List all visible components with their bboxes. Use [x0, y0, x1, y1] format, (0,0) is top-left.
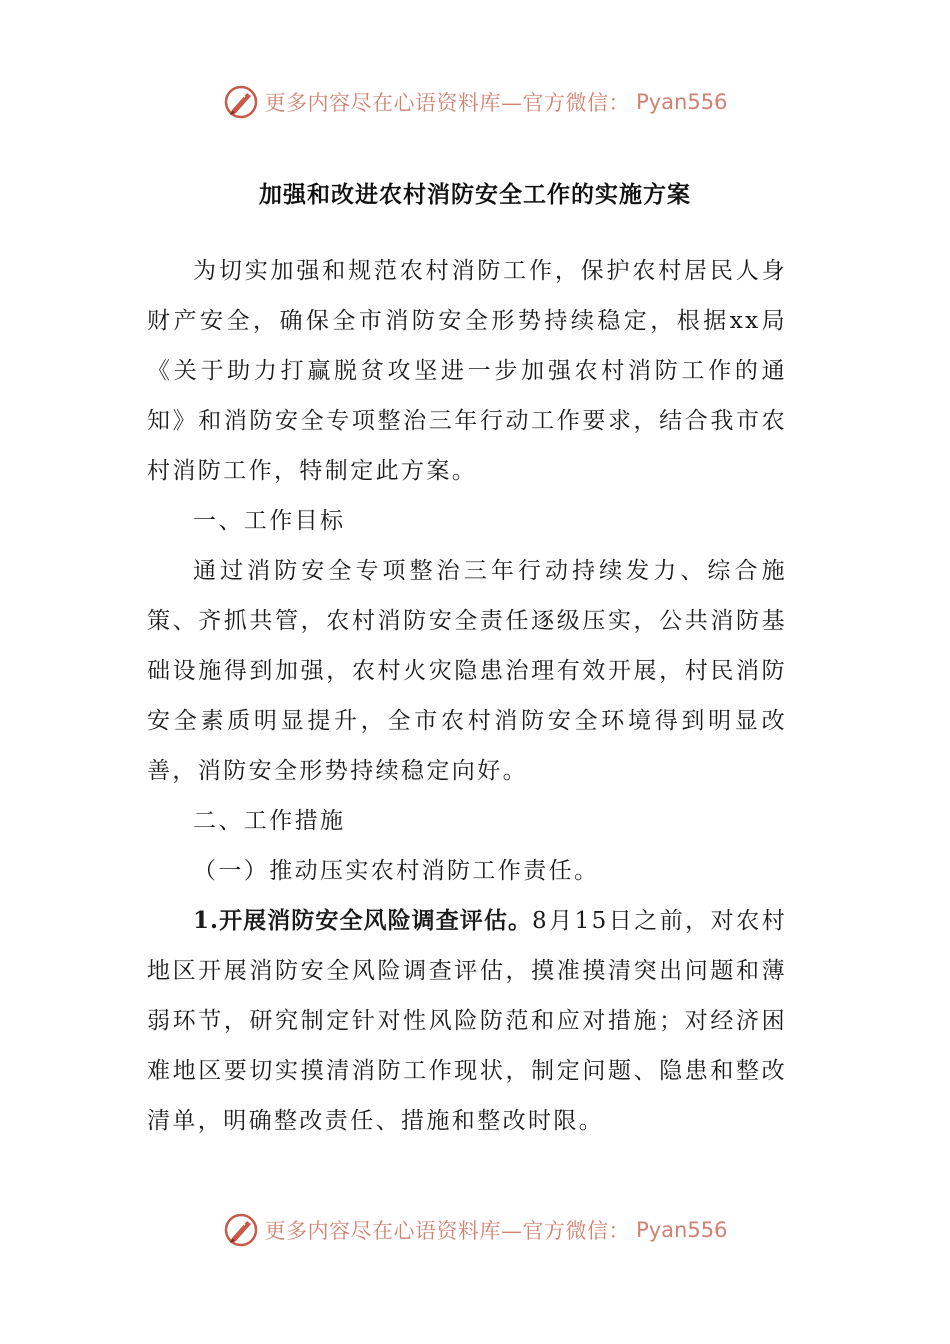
intro-paragraph: 为切实加强和规范农村消防工作，保护农村居民人身财产安全，确保全市消防安全形势持续稳定，根据xx局《关于助力打赢脱贫攻坚进一步加强农村消防工作的通知》和消防安全专项整治三年行动工作要求，结合我市农村消防工作，特制定此方案。: [147, 258, 787, 484]
pen-logo-icon: [223, 84, 259, 120]
pen-logo-icon: [223, 1212, 259, 1248]
item-1-lead: 1.开展消防安全风险调查评估。: [193, 907, 533, 934]
section-heading-goals: 一、工作目标: [193, 508, 346, 534]
watermark-banner-top: [0, 80, 950, 124]
watermark-wechat-id: Pyan556: [636, 1218, 728, 1242]
goals-paragraph: 通过消防安全专项整治三年行动持续发力、综合施策、齐抓共管，农村消防安全责任逐级压实，公共消防基础设施得到加强，农村火灾隐患治理有效开展，村民消防安全素质明显提升，全市农村消防安全环境得到明显改善，消防安全形势持续稳定向好。: [147, 558, 787, 784]
item-1-paragraph: [147, 896, 787, 1146]
subsection-heading-1: （一）推动压实农村消防工作责任。: [193, 858, 600, 884]
watermark-wechat-id: Pyan556: [636, 90, 728, 114]
section-heading-measures: 二、工作措施: [193, 808, 346, 834]
watermark-banner-bottom: [0, 1208, 950, 1252]
item-1-body: 8月15日之前，对农村地区开展消防安全风险调查评估，摸准摸清突出问题和薄弱环节，研究制定针对性风险防范和应对措施；对经济困难地区要切实摸清消防工作现状，制定问题、隐患和整改清单，明确整改责任、措施和整改时限。: [147, 908, 787, 1134]
document-title: 加强和改进农村消防安全工作的实施方案: [259, 181, 691, 208]
document-body: [147, 246, 787, 1146]
watermark-text: 更多内容尽在心语资料库—官方微信：: [264, 91, 631, 115]
watermark-text: 更多内容尽在心语资料库—官方微信：: [264, 1219, 631, 1243]
